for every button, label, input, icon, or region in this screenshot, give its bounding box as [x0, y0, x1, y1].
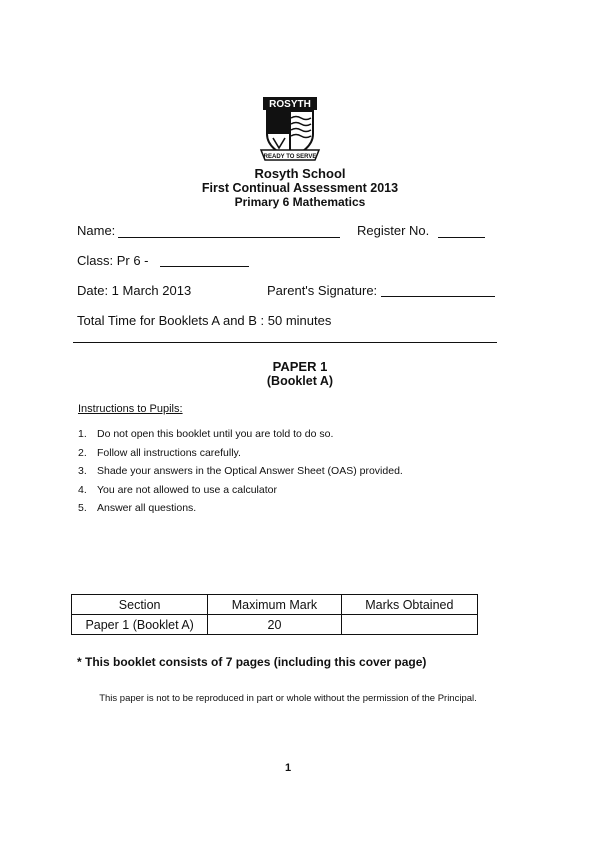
register-label: Register No.	[357, 223, 430, 238]
assessment-title: First Continual Assessment 2013	[201, 181, 399, 195]
total-time: Total Time for Booklets A and B : 50 minutes	[77, 313, 332, 328]
list-item-number: 4.	[78, 483, 87, 496]
table-cell: Paper 1 (Booklet A)	[72, 615, 208, 635]
page-count-note: * This booklet consists of 7 pages (including this cover page)	[77, 655, 427, 669]
list-item-number: 2.	[78, 446, 87, 459]
class-field[interactable]	[160, 266, 249, 267]
list-item	[78, 499, 403, 518]
parent-signature-field[interactable]	[381, 296, 495, 297]
list-item-text: Do not open this booklet until you are told to do so.	[97, 428, 334, 440]
page-number: 1	[284, 762, 292, 774]
name-field[interactable]	[118, 237, 340, 238]
school-name: Rosyth School	[254, 166, 346, 181]
list-item	[78, 462, 403, 481]
paper-title: PAPER 1	[272, 359, 328, 374]
instructions-heading: Instructions to Pupils:	[78, 403, 183, 415]
booklet-title: (Booklet A)	[266, 374, 334, 388]
reproduction-disclaimer: This paper is not to be reproduced in part or whole without the permission of the Principal.	[99, 693, 477, 704]
table-header-cell: Section	[72, 595, 208, 615]
parent-signature-label: Parent's Signature:	[267, 283, 378, 298]
table-header-cell: Maximum Mark	[208, 595, 341, 615]
list-item-number: 5.	[78, 502, 87, 514]
list-item-text: Shade your answers in the Optical Answer Sheet (OAS) provided.	[97, 465, 403, 477]
svg-text:READY TO SERVE: READY TO SERVE	[263, 154, 317, 160]
list-item-number: 3.	[78, 465, 87, 477]
list-item-text: Follow all instructions carefully.	[97, 446, 241, 459]
section-divider	[73, 342, 497, 343]
marks-table	[71, 594, 478, 635]
school-crest-logo	[255, 94, 325, 164]
list-item-text: You are not allowed to use a calculator	[97, 483, 277, 496]
table-header-row	[72, 595, 478, 615]
list-item	[78, 481, 403, 500]
table-header-cell: Marks Obtained	[341, 595, 477, 615]
list-item	[78, 444, 403, 463]
list-item	[78, 425, 403, 444]
name-label: Name:	[77, 223, 116, 238]
instructions-list	[78, 425, 403, 518]
table-cell: 20	[208, 615, 341, 635]
list-item-text: Answer all questions.	[97, 502, 197, 514]
marks-obtained-cell[interactable]	[341, 615, 477, 635]
subject-title: Primary 6 Mathematics	[234, 195, 366, 209]
class-label: Class: Pr 6 -	[77, 253, 149, 268]
table-row	[72, 615, 478, 635]
svg-text:ROSYTH: ROSYTH	[269, 99, 311, 110]
list-item-number: 1.	[78, 428, 87, 440]
register-number-field[interactable]	[438, 237, 485, 238]
date-label: Date: 1 March 2013	[77, 283, 192, 298]
